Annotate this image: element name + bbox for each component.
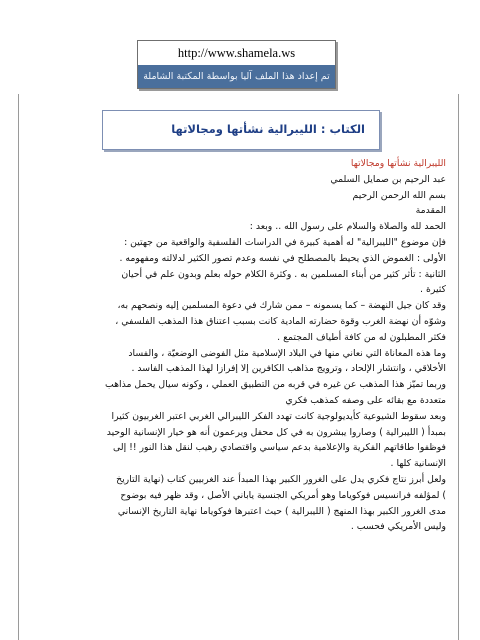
text-line: فكثر المطبلون له من كافة أطياف المجتمع . [277, 331, 446, 343]
source-banner: تم إعداد هذا الملف آليا بواسطة المكتبة الشاملة [138, 65, 335, 88]
left-margin-rule [18, 94, 19, 640]
text-line: الحمد لله والصلاة والسلام على رسول الله .. وبعد : [249, 221, 446, 233]
text-line: الأخلاقي ، وانتشار الإلحاد ، وترويج مذاهب الكافرين إلا إفرازا لهذا المذهب الفاسد . [131, 363, 446, 375]
book-title: الكتاب : الليبرالية نشأتها ومجالاتها [171, 122, 365, 136]
text-line: ولعل أبرز نتاج فكري يدل على الغرور الكبير بهذا المبدأ عند الغربيين كتاب (نهاية التاريخ [116, 473, 446, 485]
body-text [26, 156, 446, 535]
author-line: عبد الرحيم بن صمايل السلمي [330, 173, 446, 185]
text-line: بمبدأ ( الليبرالية ) وصاروا يبشرون به في كل محفل ويرعمون أنه هو خيار الإنسانية الوحيد [106, 426, 446, 438]
text-line: متعددة مع بقائه على وصفه كمذهب فكري [285, 394, 446, 406]
source-url[interactable]: http://www.shamela.ws [177, 46, 296, 60]
text-line: الثانية : تأثر كثير من أبناء المسلمين به . وكثرة الكلام حوله بعلم وبدون علم في أحيان [121, 268, 446, 280]
source-header [137, 40, 336, 89]
text-line: فوظفوا طاقاتهم الفكرية والإعلامية بدعم سياسي واقتصادي رهيب لنقل هذا النور !! إلى [113, 442, 446, 454]
article-heading: الليبرالية نشأتها ومجالاتها [350, 158, 446, 169]
basmala-line: بسم الله الرحمن الرحيم [352, 189, 446, 201]
text-line: الإنسانية كلها . [390, 458, 446, 470]
text-line: وربما تميّز هذا المذهب عن غيره في قربه من التطبيق العملي ، وكونه سيال يحمل مذاهب [104, 379, 446, 391]
text-line: ) لمؤلفه فرانسيس فوكوياما وهو أمريكي الجنسية ياباني الأصل ، وقد ظهر فيه بوضوح [120, 489, 446, 501]
text-line: الأولى : الغموض الذي يحيط بالمصطلح في نفسه وعدم تصور الكثير لدلالته ومفهومه . [119, 252, 446, 264]
text-line: وما هذه المعاناة التي نعاني منها في البلاد الإسلامية مثل الفوضى الوضعيّة ، والفساد [128, 347, 446, 359]
section-heading: المقدمة [415, 205, 446, 217]
book-title-box [102, 110, 380, 150]
right-margin-rule [458, 94, 459, 640]
text-line: وليس الأمريكي فحسب . [350, 521, 446, 533]
text-line: كثيرة . [420, 284, 446, 296]
text-line: وقد كان جيل النهضة – كما يسمونه – ممن شارك في دعوة المسلمين إليه ونصحهم به، [117, 300, 446, 312]
text-line: وشوّه أن نهضة الغرب وقوة حضارته المادية كانت بسبب اعتناق هذا المذهب الفلسفي ، [115, 315, 446, 327]
text-line: مدى الغرور الكبير بهذا المنهج ( الليبرالية ) حيث اعتبرها فوكوياما نهاية التاريخ الإنساني [117, 505, 446, 517]
text-line: وبعد سقوط الشيوعية كأيديولوجية كانت تهدد الفكر الليبرالي الغربي اعتبر الغربيون كثيرا [111, 410, 446, 422]
text-line: فإن موضوع "الليبرالية" له أهمية كبيرة في الدراسات الفلسفية والواقعية من جهتين : [124, 236, 446, 248]
